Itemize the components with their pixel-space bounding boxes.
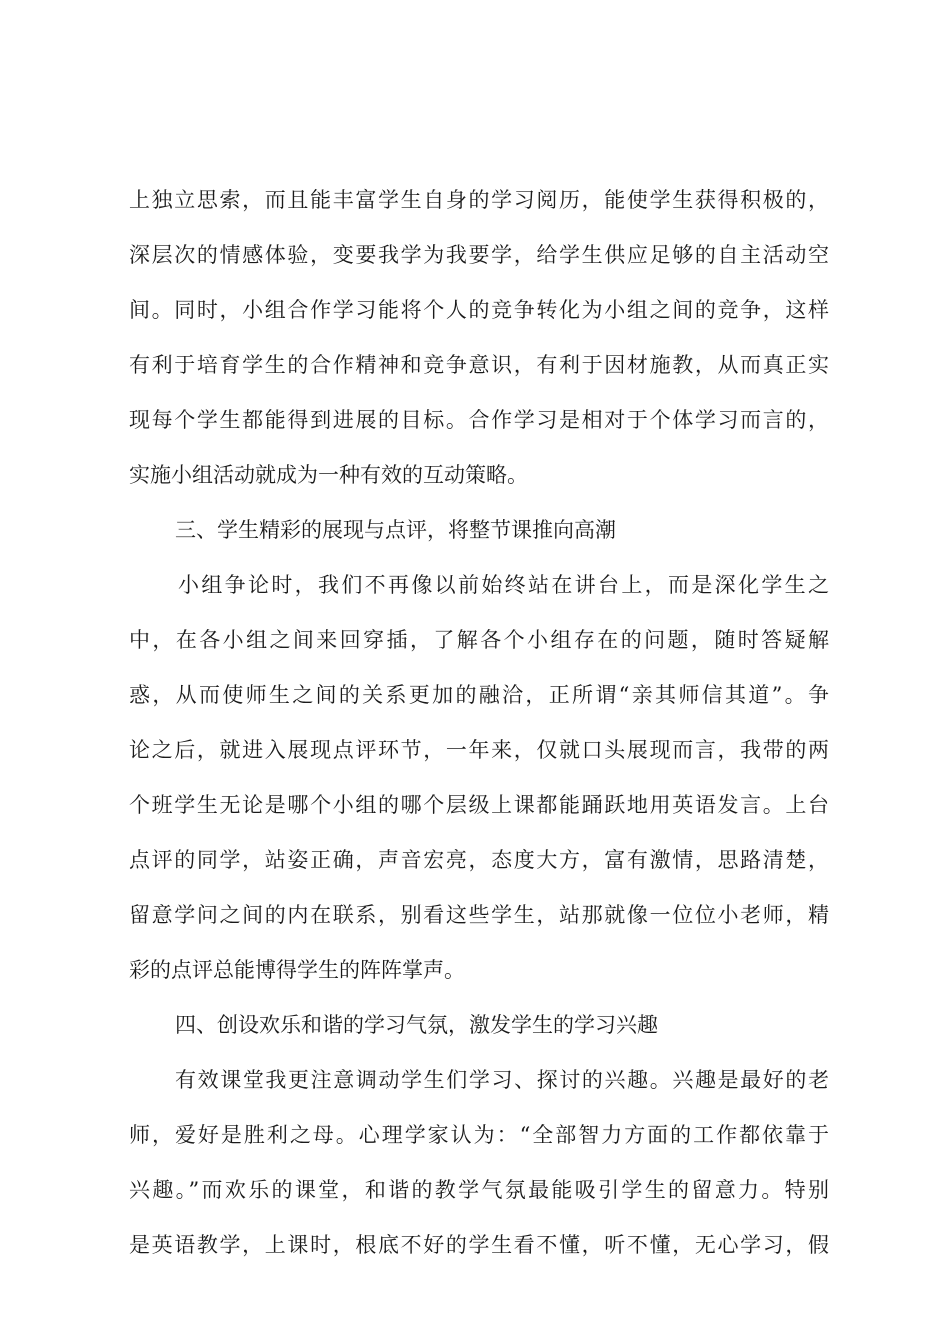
paragraph-line: 点评的同学，站姿正确，声音宏亮，态度大方，富有激情，思路清楚， bbox=[129, 848, 829, 872]
paragraph-line: 个班学生无论是哪个小组的哪个层级上课都能踊跃地用英语发言。上台 bbox=[129, 793, 829, 817]
paragraph-line: 间。同时，小组合作学习能将个人的竞争转化为小组之间的竞争，这样 bbox=[129, 298, 829, 322]
paragraph-line: 论之后，就进入展现点评环节，一年来，仅就口头展现而言，我带的两 bbox=[129, 738, 829, 762]
paragraph-line: 师，爱好是胜利之母。心理学家认为：“全部智力方面的工作都依靠于 bbox=[129, 1123, 829, 1147]
paragraph-line: 兴趣。”而欢乐的课堂，和谐的教学气氛最能吸引学生的留意力。特别 bbox=[129, 1178, 829, 1202]
section-heading: 四、创设欢乐和谐的学习气氛，激发学生的学习兴趣 bbox=[175, 1013, 658, 1037]
paragraph-line: 有利于培育学生的合作精神和竞争意识，有利于因材施教，从而真正实 bbox=[129, 353, 829, 377]
paragraph-line: 彩的点评总能博得学生的阵阵掌声。 bbox=[129, 958, 465, 982]
paragraph-line: 有效课堂我更注意调动学生们学习、探讨的兴趣。兴趣是最好的老 bbox=[175, 1068, 829, 1092]
paragraph-line: 上独立思索，而且能丰富学生自身的学习阅历，能使学生获得积极的， bbox=[129, 188, 829, 212]
paragraph-line: 留意学问之间的内在联系，别看这些学生，站那就像一位位小老师，精 bbox=[129, 903, 829, 927]
section-heading: 三、学生精彩的展现与点评，将整节课推向高潮 bbox=[175, 518, 616, 542]
paragraph-line: 实施小组活动就成为一种有效的互动策略。 bbox=[129, 463, 528, 487]
paragraph-line: 中，在各小组之间来回穿插，了解各个小组存在的问题，随时答疑解 bbox=[129, 628, 829, 652]
paragraph-line: 深层次的情感体验，变要我学为我要学，给学生供应足够的自主活动空 bbox=[129, 243, 829, 267]
paragraph-line: 是英语教学，上课时，根底不好的学生看不懂，听不懂，无心学习，假 bbox=[129, 1233, 829, 1257]
paragraph-line: 惑，从而使师生之间的关系更加的融洽，正所谓“亲其师信其道”。争 bbox=[129, 683, 829, 707]
paragraph-line: 现每个学生都能得到进展的目标。合作学习是相对于个体学习而言的， bbox=[129, 408, 829, 432]
paragraph-line: 小组争论时，我们不再像以前始终站在讲台上，而是深化学生之 bbox=[178, 573, 829, 597]
